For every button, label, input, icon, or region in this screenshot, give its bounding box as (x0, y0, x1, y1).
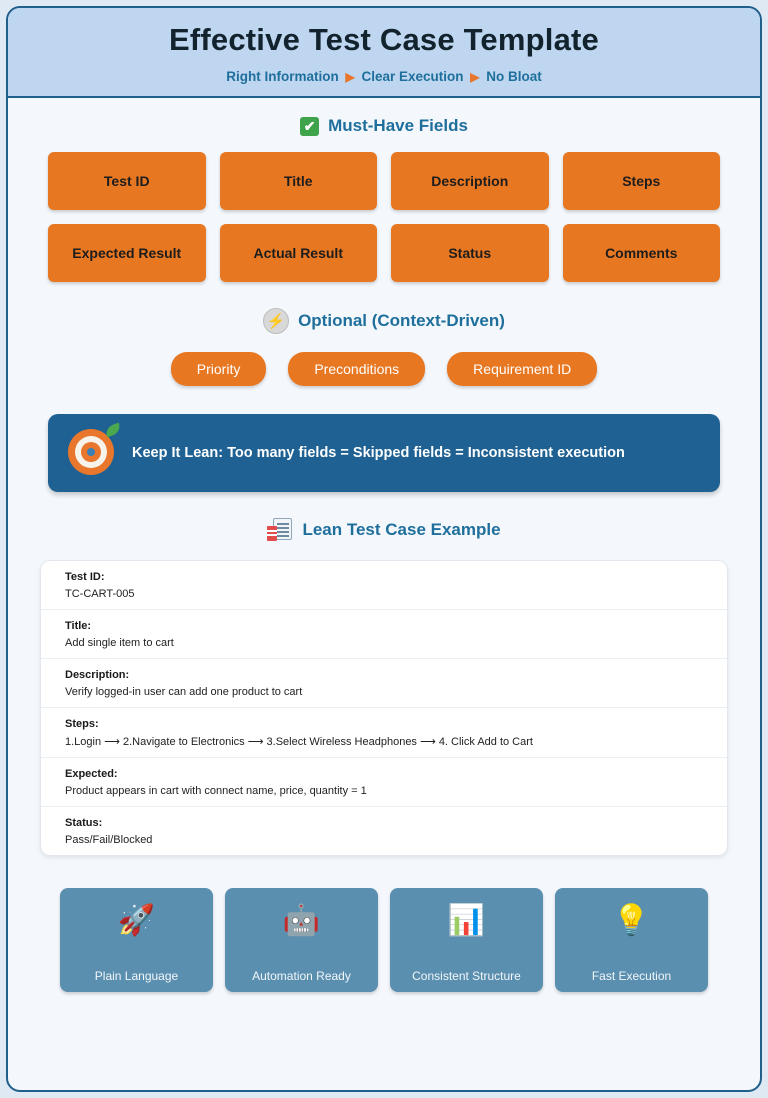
row-value: TC-CART-005 (65, 588, 135, 600)
must-have-field-grid (8, 152, 760, 282)
row-value: Verify logged-in user can add one product to cart (65, 686, 303, 698)
tile-label: Plain Language (94, 969, 179, 983)
example-test-case-table (40, 560, 728, 856)
table-row (41, 610, 727, 659)
row-label: Expected: (65, 768, 118, 780)
example-heading (8, 518, 760, 542)
row-label: Title: (65, 620, 92, 632)
document-chart-icon (267, 518, 293, 542)
field-actual-result[interactable]: Actual Result (220, 224, 378, 282)
tile-consistent-structure[interactable] (390, 888, 543, 992)
page-title: Effective Test Case Template (168, 22, 599, 57)
optional-heading (8, 308, 760, 334)
tile-automation-ready[interactable] (225, 888, 378, 992)
optional-heading-label: Optional (Context-Driven) (298, 311, 505, 330)
optional-field-list (8, 352, 760, 386)
tile-label: Automation Ready (252, 969, 351, 983)
must-have-heading-label: Must-Have Fields (328, 116, 468, 135)
rocket-icon: 🚀 (117, 904, 156, 937)
field-description[interactable]: Description (391, 152, 549, 210)
field-priority[interactable]: Priority (171, 352, 267, 386)
robot-icon: 🤖 (282, 904, 321, 937)
row-value: Add single item to cart (65, 637, 174, 649)
lightbulb-icon: 💡 (612, 904, 651, 937)
example-heading-label: Lean Test Case Example (302, 520, 501, 539)
table-row (41, 758, 727, 807)
arrow-icon: ▶ (470, 70, 480, 84)
subtitle-part-1: Right Information (226, 69, 339, 84)
header (8, 8, 760, 98)
field-requirement-id[interactable]: Requirement ID (447, 352, 597, 386)
row-value: Product appears in cart with connect name, price, quantity = 1 (65, 785, 367, 797)
subtitle-part-3: No Bloat (486, 69, 542, 84)
benefit-tiles (8, 888, 760, 992)
table-row (41, 708, 727, 758)
table-row (41, 807, 727, 855)
tile-plain-language[interactable] (60, 888, 213, 992)
header-subtitle (18, 69, 750, 84)
field-steps[interactable]: Steps (563, 152, 721, 210)
infographic-card (6, 6, 762, 1092)
target-icon (66, 427, 118, 479)
row-label: Steps: (65, 718, 99, 730)
table-row (41, 659, 727, 708)
table-row (41, 561, 727, 610)
must-have-heading (8, 116, 760, 136)
tile-label: Fast Execution (591, 969, 672, 983)
chart-document-icon: 📊 (447, 904, 486, 937)
row-value: Pass/Fail/Blocked (65, 834, 153, 846)
banner-text: Keep It Lean: Too many fields = Skipped fields = Inconsistent execution (132, 445, 625, 461)
field-preconditions[interactable]: Preconditions (288, 352, 425, 386)
keep-it-lean-banner (48, 414, 720, 492)
check-icon: ✔ (300, 117, 319, 136)
field-test-id[interactable]: Test ID (48, 152, 206, 210)
field-comments[interactable]: Comments (563, 224, 721, 282)
field-status[interactable]: Status (391, 224, 549, 282)
field-title[interactable]: Title (220, 152, 378, 210)
row-value: 1.Login ⟶ 2.Navigate to Electronics ⟶ 3.Select Wireless Headphones ⟶ 4. Click Add to Cart (65, 736, 533, 748)
row-label: Status: (65, 817, 103, 829)
field-expected-result[interactable]: Expected Result (48, 224, 206, 282)
arrow-icon: ▶ (345, 70, 355, 84)
row-label: Test ID: (65, 571, 105, 583)
tile-fast-execution[interactable] (555, 888, 708, 992)
tile-label: Consistent Structure (412, 969, 521, 983)
lightning-icon: ⚡ (263, 308, 289, 334)
row-label: Description: (65, 669, 130, 681)
subtitle-part-2: Clear Execution (361, 69, 464, 84)
